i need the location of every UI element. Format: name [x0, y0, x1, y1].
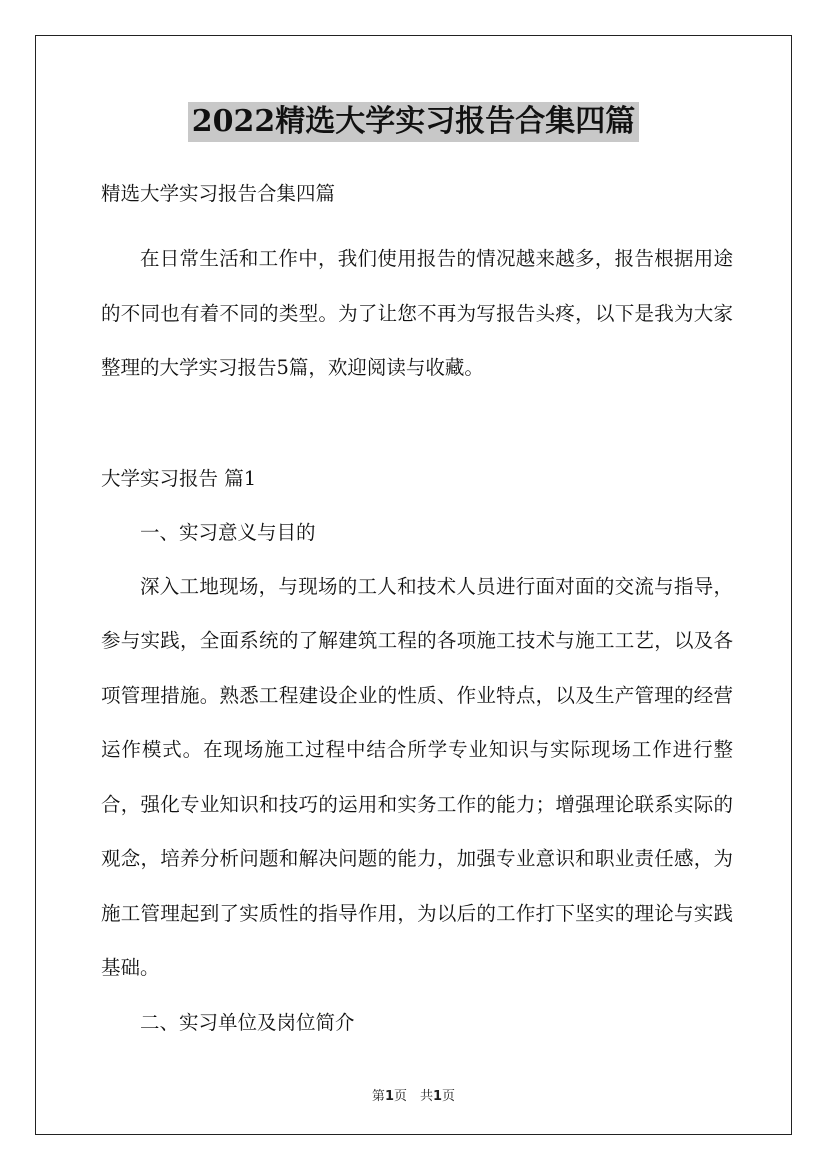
page-footer	[0, 1085, 827, 1104]
page-prefix: 第	[371, 1089, 385, 1104]
item-heading: 一、实习意义与目的	[140, 520, 316, 544]
page-total: 1	[433, 1089, 443, 1104]
document-subtitle: 精选大学实习报告合集四篇	[101, 182, 336, 205]
body-paragraph: 深入工地现场，与现场的工人和技术人员进行面对面的交流与指导，参与实践，全面系统的了解建筑工程的各项施工技术与施工工艺，以及各项管理措施。熟悉工程建设企业的性质、作业特点，以及生产管理的经营运作模式。在现场施工过程中结合所学专业知识与实际现场工作进行整合，强化专业知识和技巧的运用和实务工作的能力；增强理论联系实际的观念，培养分析问题和解决问题的能力，加强专业意识和职业责任感，为施工管理起到了实质性的指导作用，为以后的工作打下坚实的理论与实践基础。	[101, 574, 733, 979]
page-current: 1	[384, 1089, 394, 1104]
item-heading: 二、实习单位及岗位简介	[140, 1010, 355, 1034]
section-heading: 大学实习报告 篇1	[101, 466, 257, 490]
page-suffix: 页	[442, 1089, 456, 1104]
document-body	[101, 174, 733, 1050]
intro-paragraph: 在日常生活和工作中，我们使用报告的情况越来越多，报告根据用途的不同也有着不同的类型。为了让您不再为写报告头疼，以下是我为大家整理的大学实习报告5篇，欢迎阅读与收藏。	[101, 247, 733, 379]
document-title: 2022精选大学实习报告合集四篇	[188, 102, 640, 142]
page-mid: 页 共	[393, 1089, 433, 1104]
title-container	[0, 102, 827, 142]
